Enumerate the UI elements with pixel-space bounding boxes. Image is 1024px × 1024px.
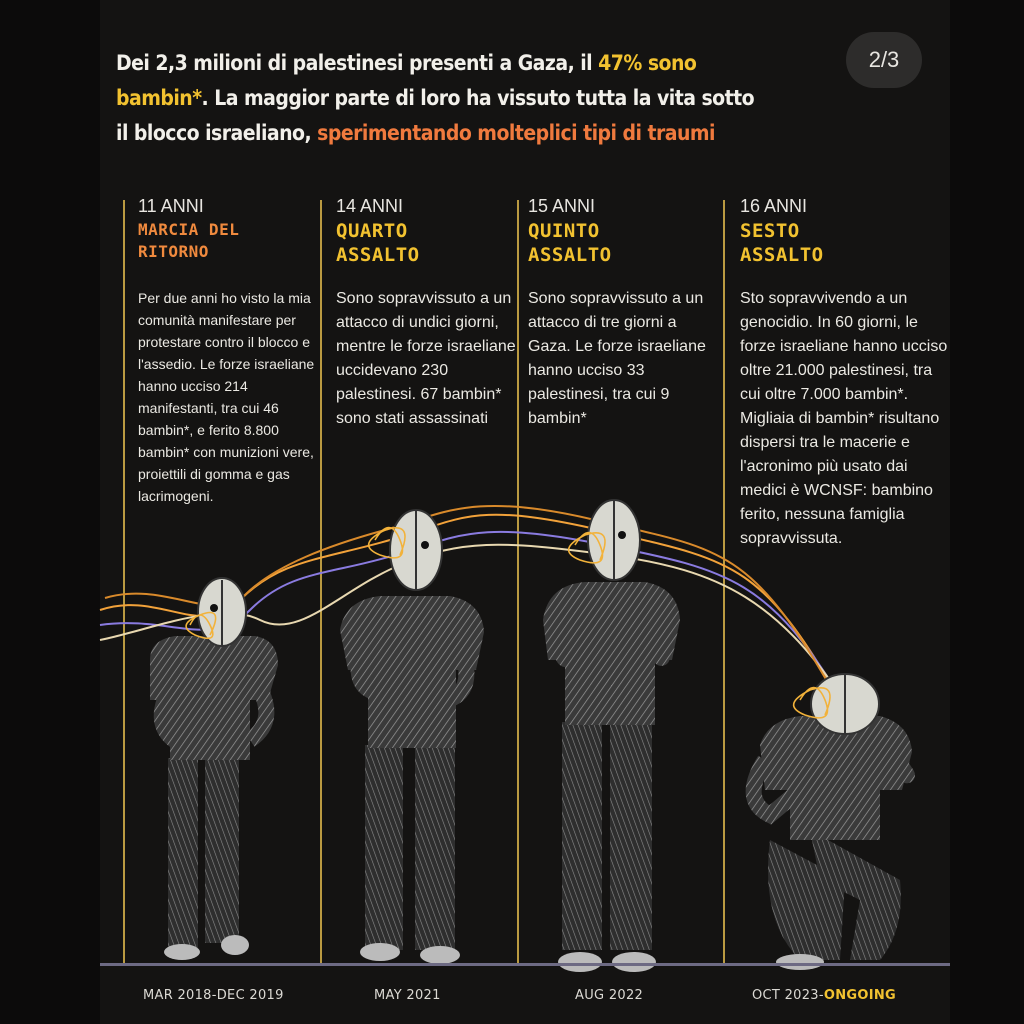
date-label-ongoing-highlight: ONGOING bbox=[823, 988, 896, 1003]
age-label: 14 ANNI bbox=[336, 196, 404, 216]
headline-part-1: Dei 2,3 milioni di palestinesi presenti a Gaza, il bbox=[116, 51, 599, 75]
event-title-line-2: ASSALTO bbox=[336, 244, 420, 266]
event-title-line-1: QUINTO bbox=[528, 220, 600, 242]
figure-marcia-del-ritorno bbox=[150, 578, 278, 960]
event-title-line-2: ASSALTO bbox=[528, 244, 612, 266]
age-label: 16 ANNI bbox=[740, 196, 808, 216]
figure-quinto-assalto bbox=[543, 500, 680, 972]
event-title-line-1: SESTO bbox=[740, 220, 800, 242]
event-title bbox=[336, 219, 516, 267]
page-indicator-badge: 2/3 bbox=[846, 32, 922, 88]
event-description: Sono sopravvissuto a un attacco di undici giorni, mentre le forze israeliane uccidevano 230 palestinesi. 67 bambin* sono stati assassinati bbox=[336, 290, 516, 427]
headline-highlight-trauma: sperimentando molteplici tipi di traumi bbox=[317, 121, 715, 145]
figure-sesto-assalto bbox=[754, 674, 912, 970]
event-title bbox=[740, 219, 950, 267]
timeline-column-2 bbox=[336, 196, 516, 431]
date-label-ongoing bbox=[752, 988, 896, 1003]
event-description: Sto sopravvivendo a un genocidio. In 60 giorni, le forze israeliane hanno ucciso oltre 21.000 palestinesi, tra cui oltre 7.000 bambin*. Migliaia di bambin* risultano dispersi tra le macerie e l'acronimo più usato dai medici è WCNSF: bambino ferito, nessuna famiglia sopravvissuta. bbox=[740, 290, 948, 547]
trauma-scribbles bbox=[186, 528, 830, 718]
event-title-line-1: MARCIA DEL bbox=[138, 220, 240, 239]
timeline-column-4 bbox=[740, 196, 950, 551]
timeline-column-1 bbox=[138, 196, 318, 507]
event-title bbox=[528, 219, 718, 267]
event-title-line-1: QUARTO bbox=[336, 220, 408, 242]
event-description: Per due anni ho visto la mia comunità manifestare per protestare contro il blocco e l'assedio. Le forze israeliane hanno ucciso 214 manifestanti, tra cui 46 bambin*, e ferito 8.800 bambin* con munizioni vere, proiettili di gomma e gas lacrimogeni. bbox=[138, 290, 315, 504]
age-label: 15 ANNI bbox=[528, 196, 596, 216]
age-label: 11 ANNI bbox=[138, 196, 204, 216]
date-label: AUG 2022 bbox=[575, 988, 644, 1003]
figure-quarto-assalto bbox=[340, 510, 484, 964]
date-label: MAY 2021 bbox=[374, 988, 441, 1003]
date-label: MAR 2018-DEC 2019 bbox=[143, 988, 284, 1003]
timeline-baseline bbox=[100, 963, 950, 966]
event-description: Sono sopravvissuto a un attacco di tre giorni a Gaza. Le forze israeliane hanno ucciso 33 palestinesi, tra cui 9 bambin* bbox=[528, 290, 706, 427]
date-label-start: OCT 2023- bbox=[752, 988, 824, 1003]
event-title-line-2: ASSALTO bbox=[740, 244, 824, 266]
event-title-line-2: RITORNO bbox=[138, 242, 209, 261]
headline-part-2: . La maggior parte di loro ha vissuto tutta la vita sotto il blocco israeliano, bbox=[116, 86, 755, 145]
event-title bbox=[138, 219, 318, 263]
headline-highlight-percentage: 47% sono bambin* bbox=[116, 51, 697, 110]
timeline-column-3 bbox=[528, 196, 718, 431]
